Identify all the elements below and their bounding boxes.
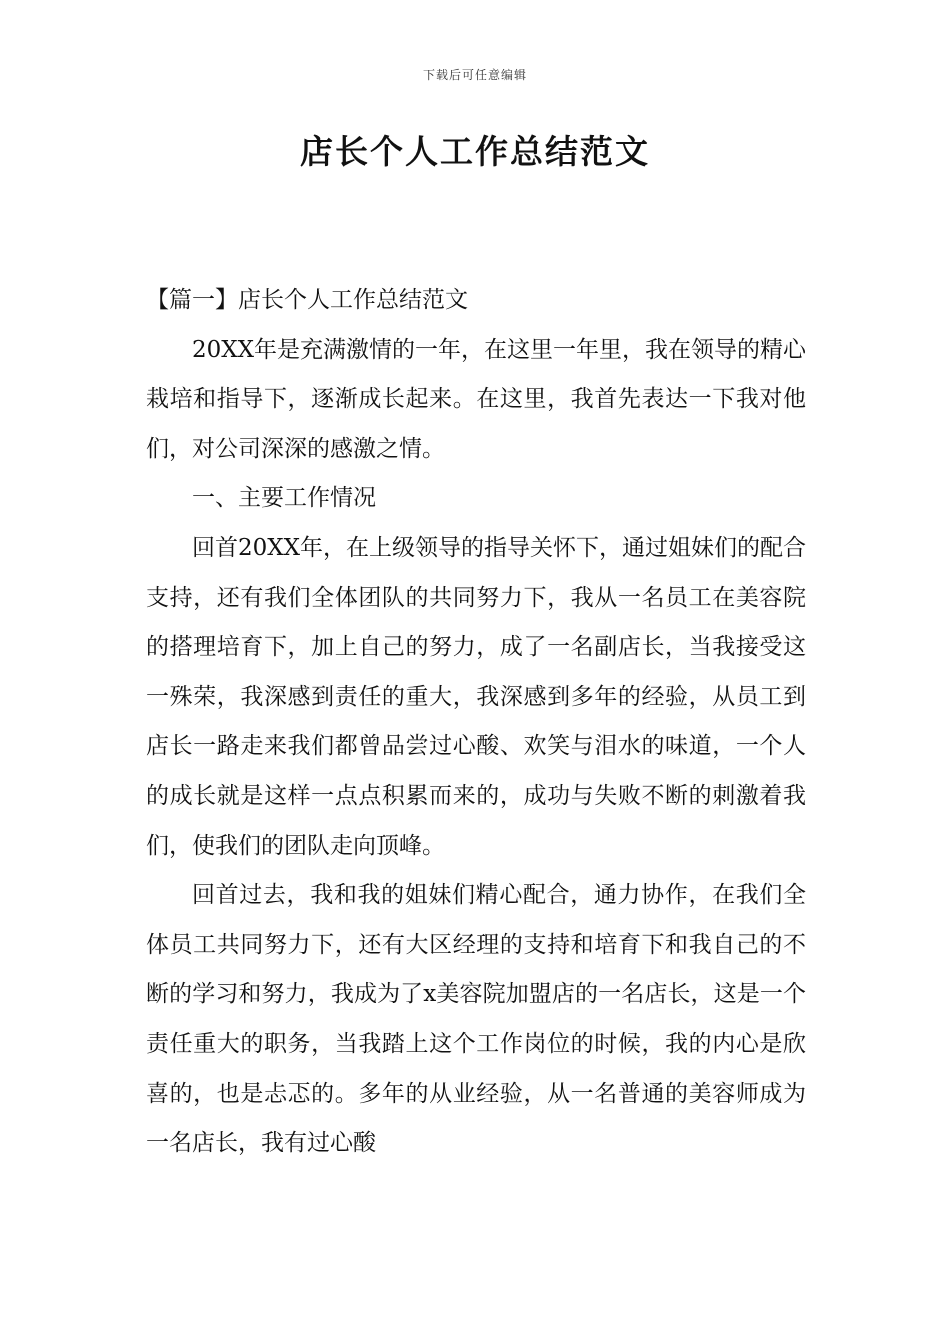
paragraph-looking-back: 回首过去，我和我的姐妹们精心配合，通力协作，在我们全体员工共同努力下，还有大区经理的支持和培育下和我自己的不断的学习和努力，我成为了x美容院加盟店的一名店长，这是一个责任重大的职务，当我踏上这个工作岗位的时候，我的内心是欣喜的，也是忐忑的。多年的从业经验，从一名普通的美容师成为一名店长，我有过心酸: [146, 882, 806, 1157]
section-heading: 【篇一】店长个人工作总结范文: [146, 287, 468, 313]
header-note: 下载后可任意编辑: [422, 68, 527, 82]
paragraph-intro: 20XX年是充满激情的一年，在这里一年里，我在领导的精心栽培和指导下，逐渐成长起来。在这里，我首先表达一下我对他们，对公司深深的感激之情。: [146, 336, 807, 462]
document-body: [146, 276, 806, 1169]
document-title: 店长个人工作总结范文: [300, 132, 650, 171]
paragraph-review: 回首20XX年，在上级领导的指导关怀下，通过姐妹们的配合支持，还有我们全体团队的共同努力下，我从一名员工在美容院的搭理培育下，加上自己的努力，成了一名副店长，当我接受这一殊荣，我深感到责任的重大，我深感到多年的经验，从员工到店长一路走来我们都曾品尝过心酸、欢笑与泪水的味道，一个人的成长就是这样一点点积累而来的，成功与失败不断的刺激着我们，使我们的团队走向顶峰。: [146, 534, 807, 859]
subheading-main-work: 一、主要工作情况: [192, 485, 376, 512]
